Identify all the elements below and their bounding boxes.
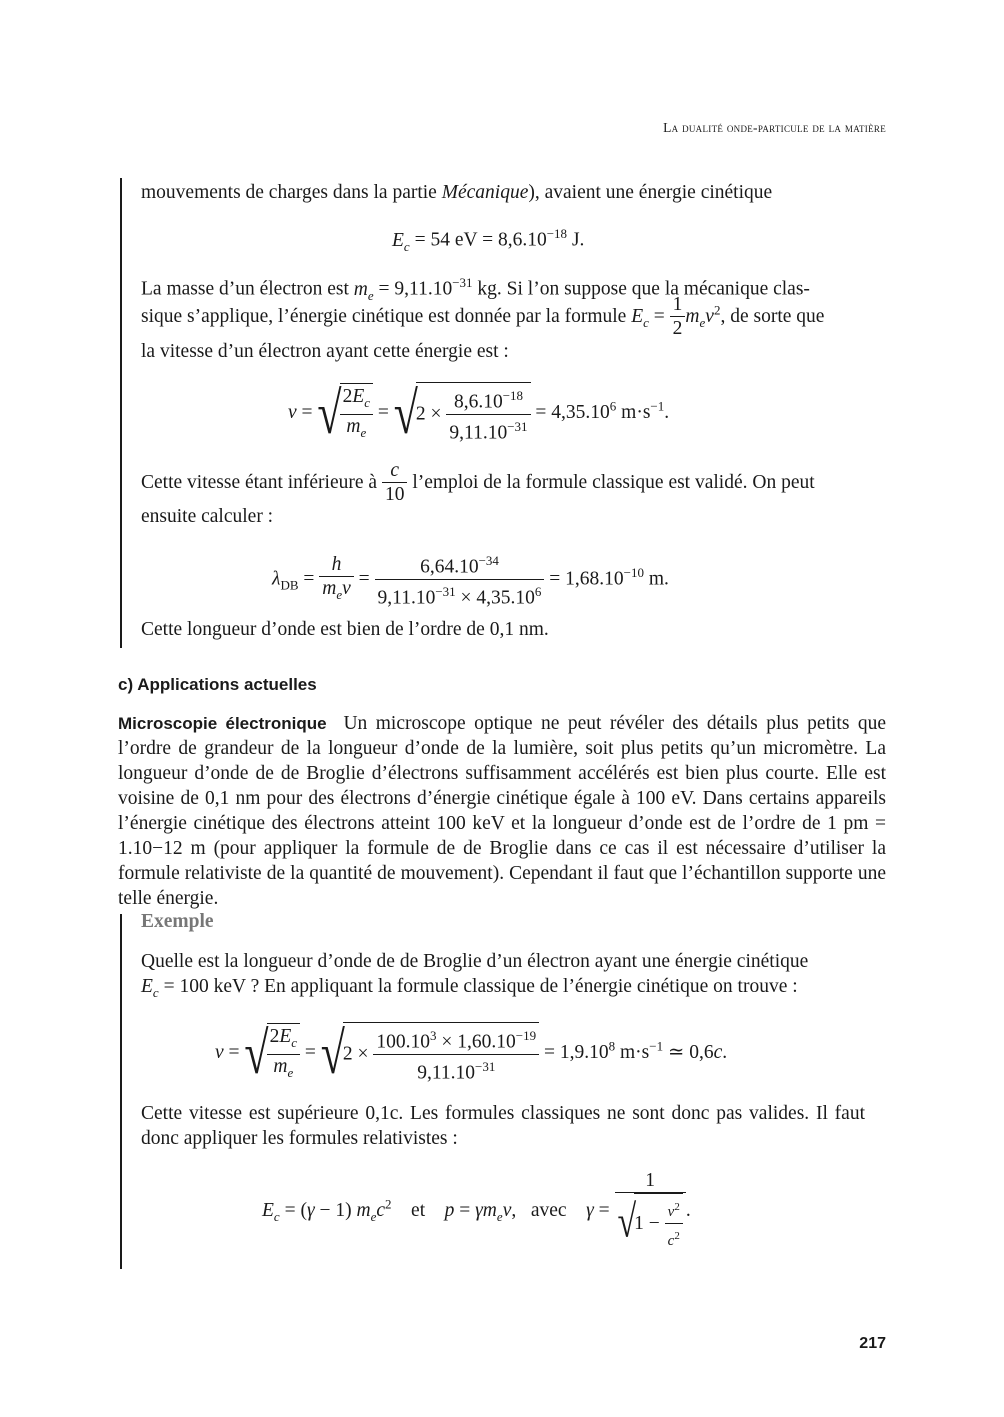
equation-kinetic-energy: $E_c = 54$ eV = $8,6.10^{-18}$ J. [392,226,585,254]
section-title: c) Applications actuelles [118,675,317,694]
example-question: Quelle est la longueur d’onde de de Broglie d’un électron ayant une énergie cinétique $E_c = 100$ keV ? En appliquant la formule classique de l’énergie cinétique on trouve : [141,951,809,1000]
paragraph-electron-mass: La masse d’un électron est $m_e = 9,11.10^{-31}$ kg. Si l’on suppose que la mécanique clas- [141,275,810,303]
equation-velocity: v = √ $\frac{2E_c}{m_e}$ = √2 × $\frac{8,6.10^{-18}}{9,11.10^{-31}}$ = $4,35.10^6$ $m\cdot s^{-1}$. [288,379,670,446]
paragraph-validation: Cette vitesse étant inférieure à $\frac{c}{10}$ l’emploi de la formule classique est validé. On peut [141,460,815,505]
page-number: 217 [859,1335,886,1352]
microscopy-text: Un microscope optique ne peut révéler des détails plus petits que l’ordre de grandeur de la longueur d’onde de la lumière, soit plus petits qu’un micromètre. La longueur d’onde de de Broglie d’électrons suffisamment accélérés est bien plus courte. Elle est voisine de 0,1 nm pour des électrons d’énergie cinétique égale à 100 eV. Dans certains appareils l’énergie cinétique des électrons atteint 100 keV et la longueur d’onde est de l’ordre de 1 pm = 1.10−12 m (pour appliquer la formule de de Broglie dans ce cas il est nécessaire d’utiliser la formule relativiste de la quantité de mouvement). Cependant il faut que l’échantillon supporte une telle énergie. [118,713,887,909]
paragraph-validation-line2: ensuite calculer : [141,506,274,527]
equation-relativistic-formulas: $E_c = (\gamma - 1)$ $m_ec^2$ et $p = \gamma m_ev$, avec γ = 1 √1 − $\frac{v^2}{c^2}$ . [262,1170,691,1253]
equation-relativistic-check: v = √ $\frac{2E_c}{m_e}$ = √2 × $\frac{100.10^3 \times 1,60.10^{-19}}{9,11.10^{-31}}$ = $1,9.10^8$ $m\cdot s^{-1}$ ≃ 0,6c. [215,1019,728,1086]
paragraph-electron-mass-line3: la vitesse d’un électron ayant cette énergie est : [141,341,509,362]
example-label: Exemple [141,911,214,932]
example-conclusion: Cette vitesse est supérieure 0,1c. Les formules classiques ne sont donc pas valides. Il faut donc appliquer les formules relativistes : [141,1103,865,1149]
paragraph-conclusion: Cette longueur d’onde est bien de l’ordre de 0,1 nm. [141,619,549,640]
paragraph-electron-mass-line2: sique s’applique, l’énergie cinétique est donnée par la formule $E_c$ = $\frac{1}{2}$ $m_ev^2$, de sorte que [141,294,825,339]
paragraph-intro: mouvements de charges dans la partie Mécanique), avaient une énergie cinétique [141,182,773,203]
running-header: La dualité onde-particule de la matière [663,120,886,135]
margin-bar-top [120,178,122,648]
equation-de-broglie-wavelength: $\lambda_{DB}$ = $\frac{h}{m_ev}$ = $\frac{6,64.10^{-34}}{9,11.10^{-31} \times 4,35.10^6}$ = $1,68.10^{-10}$ m. [272,550,669,610]
paragraph-microscopy [118,711,886,911]
margin-bar-example [120,914,122,1269]
microscopy-label: Microscopie électronique [118,714,327,733]
